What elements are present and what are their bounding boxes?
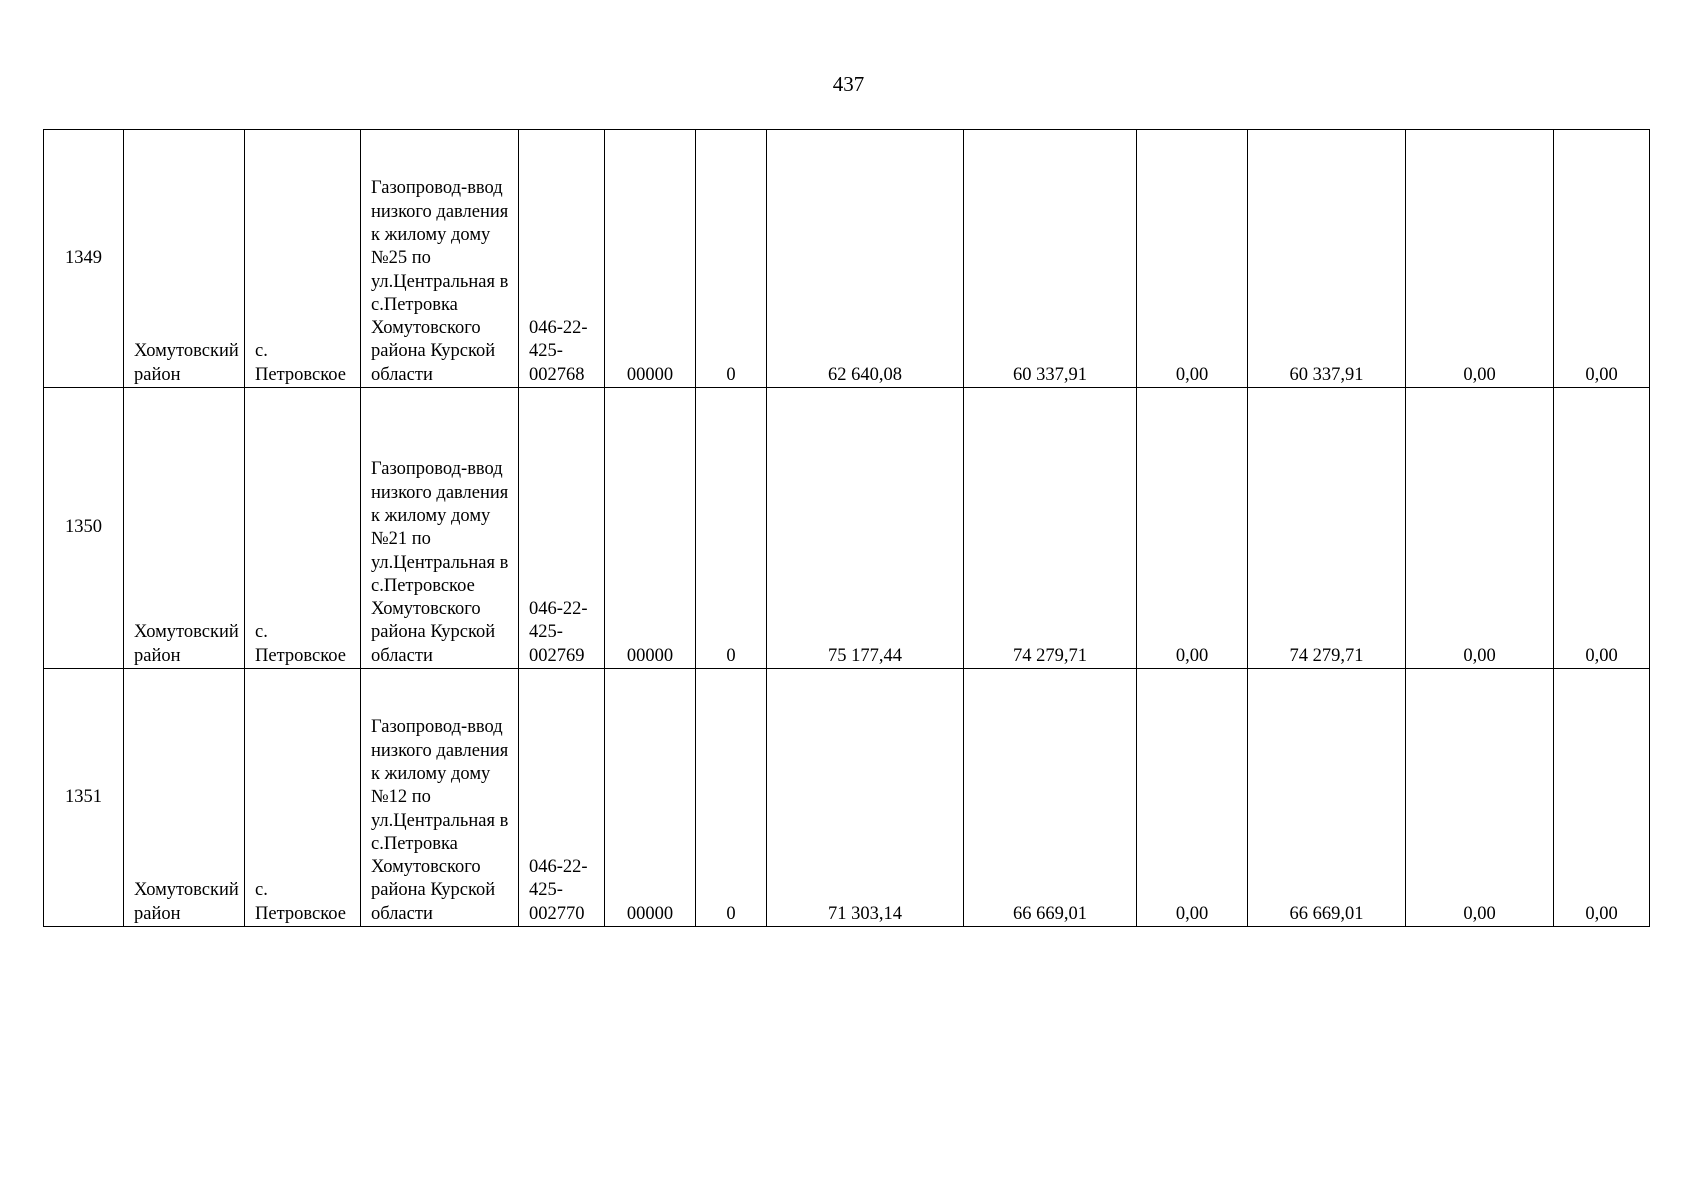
row-number: 1349 <box>44 130 124 388</box>
page-number: 437 <box>832 72 865 96</box>
amount-cell: 74 279,71 <box>1248 388 1406 669</box>
okof-cell: 00000 <box>605 130 696 388</box>
object-name-cell: Газопровод-ввод низкого давления к жилому дому №12 по ул.Центральная в с.Петровка Хомутовского района Курской области <box>361 669 519 927</box>
initial-cost-cell: 75 177,44 <box>767 388 964 669</box>
amount-cell: 0,00 <box>1137 388 1248 669</box>
quantity-cell: 0 <box>696 669 767 927</box>
district-cell: Хомутовский район <box>124 388 245 669</box>
residual-cost-cell: 60 337,91 <box>964 130 1137 388</box>
table-row <box>44 669 1650 927</box>
quantity-cell: 0 <box>696 130 767 388</box>
settlement-cell: с. Петровское <box>245 388 361 669</box>
cadastral-code-cell: 046-22-425-002769 <box>519 388 605 669</box>
okof-cell: 00000 <box>605 388 696 669</box>
quantity-cell: 0 <box>696 388 767 669</box>
amount-cell: 0,00 <box>1406 669 1554 927</box>
settlement-cell: с. Петровское <box>245 669 361 927</box>
amount-cell: 0,00 <box>1137 669 1248 927</box>
okof-cell: 00000 <box>605 669 696 927</box>
residual-cost-cell: 66 669,01 <box>964 669 1137 927</box>
amount-cell: 0,00 <box>1554 388 1650 669</box>
amount-cell: 0,00 <box>1137 130 1248 388</box>
settlement-cell: с. Петровское <box>245 130 361 388</box>
residual-cost-cell: 74 279,71 <box>964 388 1137 669</box>
registry-table <box>43 129 1650 927</box>
cadastral-code-cell: 046-22-425-002770 <box>519 669 605 927</box>
object-name-cell: Газопровод-ввод низкого давления к жилому дому №21 по ул.Центральная в с.Петровское Хомутовского района Курской области <box>361 388 519 669</box>
row-number: 1351 <box>44 669 124 927</box>
object-name-cell: Газопровод-ввод низкого давления к жилому дому №25 по ул.Центральная в с.Петровка Хомутовского района Курской области <box>361 130 519 388</box>
amount-cell: 66 669,01 <box>1248 669 1406 927</box>
cadastral-code-cell: 046-22-425-002768 <box>519 130 605 388</box>
initial-cost-cell: 71 303,14 <box>767 669 964 927</box>
row-number: 1350 <box>44 388 124 669</box>
district-cell: Хомутовский район <box>124 130 245 388</box>
initial-cost-cell: 62 640,08 <box>767 130 964 388</box>
table-row <box>44 388 1650 669</box>
amount-cell: 0,00 <box>1554 669 1650 927</box>
table-row <box>44 130 1650 388</box>
amount-cell: 0,00 <box>1554 130 1650 388</box>
district-cell: Хомутовский район <box>124 669 245 927</box>
amount-cell: 0,00 <box>1406 388 1554 669</box>
amount-cell: 0,00 <box>1406 130 1554 388</box>
amount-cell: 60 337,91 <box>1248 130 1406 388</box>
